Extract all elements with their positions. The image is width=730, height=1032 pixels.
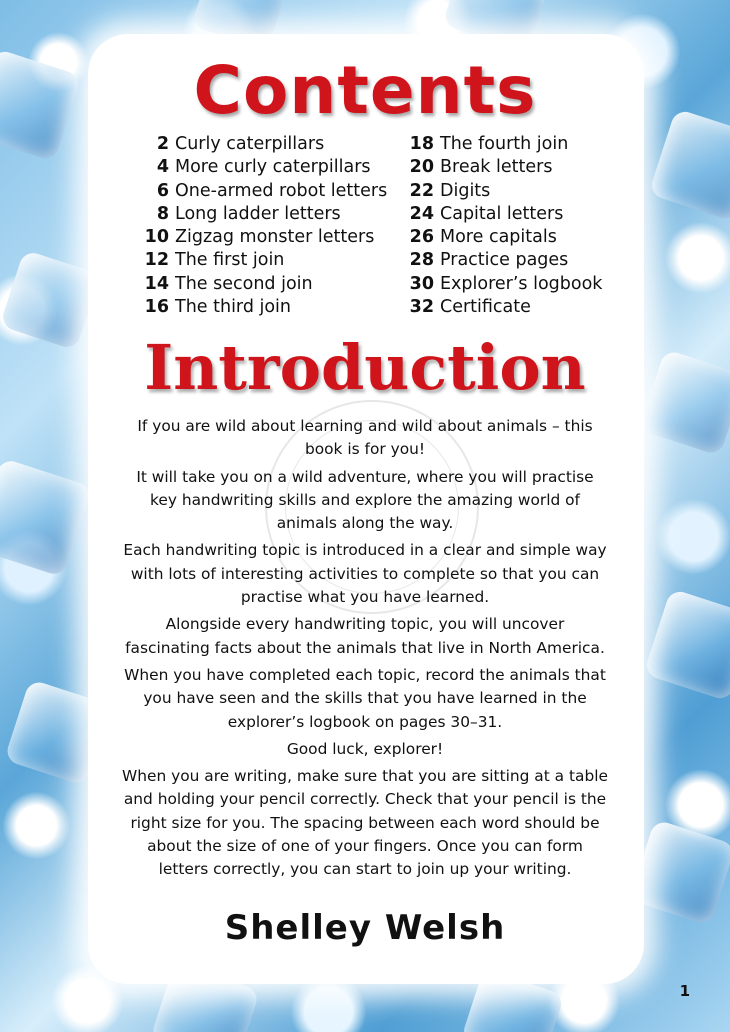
- contents-entry: [402, 133, 602, 156]
- entry-label: The first join: [175, 250, 285, 271]
- entry-label: Curly caterpillars: [175, 134, 325, 154]
- entry-label: Certificate: [440, 297, 531, 318]
- contents-entry: [137, 203, 387, 226]
- entry-page-number: 6: [156, 180, 169, 201]
- entry-page-number: 20: [409, 157, 434, 178]
- entry-page-number: 26: [409, 227, 434, 248]
- entry-page-number: 16: [144, 297, 169, 318]
- entry-page-number: 28: [409, 250, 434, 271]
- ice-cube-decoration: [0, 458, 92, 578]
- intro-paragraph: When you are writing, make sure that you are sitting at a table and holding your pencil correctly. Check that your pencil is the right size for you. The spacing between each word should be about the size of one of your fingers. Once you can form letters correctly, you can start to join up your writing.: [122, 767, 608, 879]
- intro-paragraph: It will take you on a wild adventure, where you will practise key handwriting skills and explore the amazing world of animals along the way.: [136, 467, 594, 533]
- entry-label: Break letters: [440, 157, 553, 178]
- contents-entry: [402, 296, 602, 319]
- intro-paragraph: When you have completed each topic, record the animals that you have seen and the skills that you have learned in the explorer’s logbook on pages 30–31.: [124, 665, 606, 731]
- entry-page-number: 18: [409, 134, 434, 154]
- contents-entry: [402, 226, 602, 249]
- entry-page-number: 4: [156, 157, 169, 178]
- entry-label: More curly caterpillars: [175, 157, 371, 178]
- introduction-heading: Introduction: [144, 331, 586, 404]
- entry-label: Practice pages: [440, 250, 569, 271]
- contents-entry: [137, 273, 387, 296]
- entry-label: Long ladder letters: [175, 203, 341, 224]
- contents-entry: [137, 249, 387, 272]
- entry-page-number: 8: [156, 203, 169, 224]
- entry-label: Explorer’s logbook: [440, 273, 603, 294]
- contents-entry: [402, 180, 602, 203]
- contents-entry: [402, 156, 602, 179]
- page-number: 1: [679, 982, 690, 1000]
- ice-cube-decoration: [643, 588, 730, 701]
- contents-list-right: [402, 133, 602, 319]
- entry-page-number: 24: [409, 203, 434, 224]
- intro-paragraph: Each handwriting topic is introduced in a clear and simple way with lots of interesting activities to complete so that you can practise what you have learned.: [123, 541, 607, 607]
- entry-label: More capitals: [440, 227, 557, 248]
- contents-entry: [137, 156, 387, 179]
- contents-heading: Contents: [193, 52, 537, 129]
- contents-entry: [402, 203, 602, 226]
- contents-entry: [402, 249, 602, 272]
- entry-label: The third join: [175, 297, 292, 318]
- entry-page-number: 10: [144, 227, 169, 248]
- intro-paragraph: Good luck, explorer!: [286, 739, 444, 758]
- author-name: Shelley Welsh: [224, 908, 506, 948]
- entry-label: The second join: [175, 273, 313, 294]
- intro-paragraph: If you are wild about learning and wild about animals – this book is for you!: [137, 417, 593, 459]
- entry-page-number: 30: [409, 273, 434, 294]
- entry-label: Zigzag monster letters: [175, 227, 375, 248]
- entry-label: Capital letters: [440, 203, 564, 224]
- entry-page-number: 12: [144, 250, 169, 271]
- entry-page-number: 14: [144, 273, 169, 294]
- entry-label: The fourth join: [440, 134, 569, 154]
- contents-entry: [402, 273, 602, 296]
- entry-label: Digits: [440, 180, 491, 201]
- contents-entry: [137, 180, 387, 203]
- entry-page-number: 32: [409, 297, 434, 318]
- introduction-body: [122, 415, 608, 886]
- contents-entry: [137, 226, 387, 249]
- contents-entry: [137, 296, 387, 319]
- intro-paragraph: Alongside every handwriting topic, you will uncover fascinating facts about the animals that live in North America.: [125, 615, 605, 657]
- entry-label: One-armed robot letters: [175, 180, 388, 201]
- entry-page-number: 22: [409, 180, 434, 201]
- contents-list-left: [137, 133, 387, 319]
- contents-entry: [137, 133, 387, 156]
- entry-page-number: 2: [156, 134, 169, 154]
